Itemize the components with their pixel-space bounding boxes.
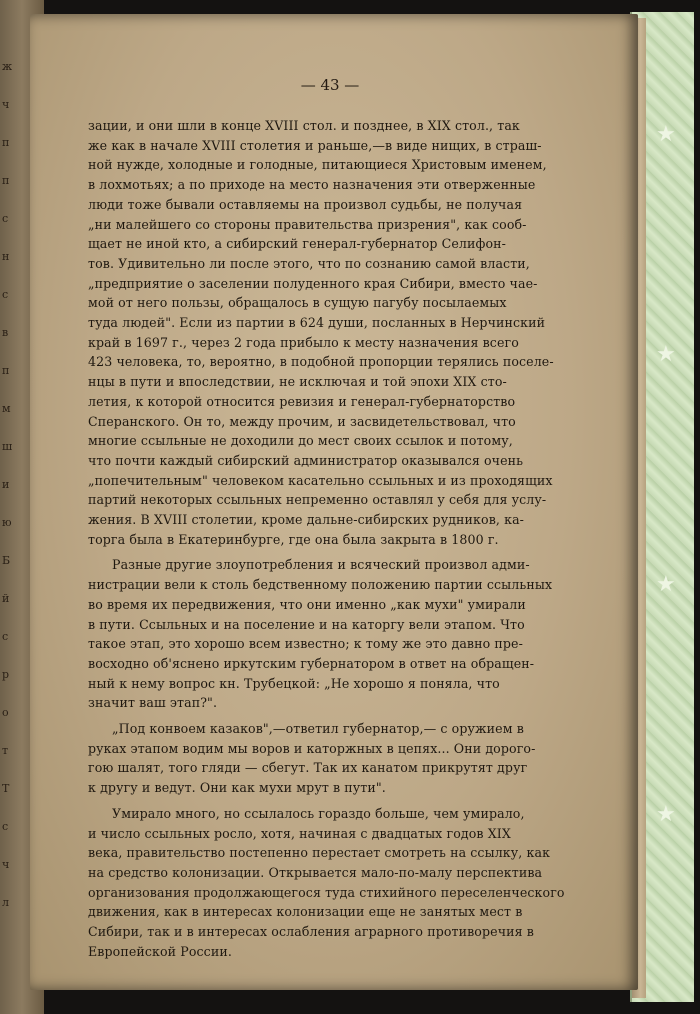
text-line: „предприятие о заселении полуденного края Сибири, вместо чае- [88, 275, 538, 291]
text-line: Европейской России. [88, 943, 232, 959]
text-line: тов. Удивительно ли после этого, что по сознанию самой власти, [88, 255, 530, 271]
text-line: щает не иной кто, а сибирский генерал-губернатор Селифон- [88, 236, 507, 252]
text-line: торга была в Екатеринбурге, где она была закрыта в 1800 г. [88, 531, 499, 547]
facing-page-fragment: Б [2, 554, 11, 567]
text-line: мой от него пользы, обращалось в сущую пагубу посылаемых [88, 295, 507, 311]
facing-page-fragment: п [2, 174, 10, 187]
text-line: нцы в пути и впоследствии, не исключая и той эпохи XIX сто- [88, 374, 507, 390]
facing-page-fragment: ж [2, 60, 13, 73]
text-line: к другу и ведут. Они как мухи мрут в пути". [88, 780, 386, 796]
facing-page-fragment: й [2, 592, 10, 605]
facing-page-fragment: Т [2, 782, 10, 795]
text-line: же как в начале XVIII столетия и раньше,—в виде нищих, в страш- [88, 137, 542, 153]
facing-page-fragment: л [2, 896, 9, 909]
facing-page-fragment: с [2, 630, 9, 643]
text-line: века, правительство постепенно перестает смотреть на ссылку, как [88, 845, 551, 861]
text-line: 423 человека, то, вероятно, в подобной пропорции терялись поселе- [88, 354, 554, 370]
page-number: — 43 — [300, 76, 360, 94]
text-line: нистрации вели к столь бедственному положению партии ссыльных [88, 577, 553, 593]
facing-page-fragment: в [2, 326, 9, 339]
text-line: восходно об'яснено иркутским губернатором в ответ на обращен- [88, 655, 535, 671]
book-page [30, 14, 638, 990]
facing-page-fragment: н [2, 250, 10, 263]
text-line: и число ссыльных росло, хотя, начиная с двадцатых годов XIX [88, 825, 511, 841]
text-line: ной нужде, холодные и голодные, питающиеся Христовым именем, [88, 157, 547, 173]
text-line: Сибири, так и в интересах ослабления аграрного противоречия в [88, 924, 534, 939]
facing-page-fragment: с [2, 288, 9, 301]
text-line: ный к нему вопрос кн. Трубецкой: „Не хорошо я поняла, что [88, 675, 500, 691]
text-line: значит ваш этап?". [88, 695, 218, 711]
text-line: „попечительным" человеком касательно ссыльных и из проходящих [88, 472, 553, 488]
text-line: „Под конвоем казаков",—ответил губернатор,— с оружием в [112, 721, 524, 736]
facing-page-fragment: п [2, 364, 10, 377]
text-line: многие ссыльные не доходили до мест своих ссылок и потому, [88, 433, 513, 449]
text-line: организования продолжающегося туда стихийного переселенческого [88, 884, 565, 900]
star-ornament-icon: ★ [656, 572, 676, 597]
text-line: в лохмотьях; а по приходе на место назначения эти отверженные [88, 177, 536, 193]
facing-page-fragment: ч [2, 858, 10, 871]
text-line: партий некоторых ссыльных непременно оставлял у себя для услу- [88, 492, 547, 508]
facing-page-fragment: ш [2, 440, 13, 453]
facing-page-fragment: и [2, 478, 10, 491]
facing-page-fragment: м [2, 402, 11, 415]
star-ornament-icon: ★ [656, 342, 676, 367]
text-line: в пути. Ссыльных и на поселение и на каторгу вели этапом. Что [88, 616, 525, 632]
text-line: люди тоже бывали оставляемы на произвол судьбы, не получая [88, 196, 523, 212]
text-line: зации, и они шли в конце XVIII стол. и позднее, в XIX стол., так [88, 118, 520, 133]
text-line: „ни малейшего со стороны правительства призрения", как сооб- [88, 216, 527, 232]
star-ornament-icon: ★ [656, 802, 676, 827]
facing-page-fragment: ч [2, 98, 10, 111]
text-line: край в 1697 г., через 2 года прибыло к месту назначения всего [88, 334, 519, 350]
text-line: туда людей". Если из партии в 624 души, посланных в Нерчинский [88, 315, 546, 330]
facing-page-fragment: о [2, 706, 9, 719]
facing-page-fragment: т [2, 744, 9, 757]
facing-page-fragment: р [2, 668, 10, 681]
text-line: на средство колонизации. Открывается мало-по-малу перспектива [88, 864, 543, 880]
facing-page-fragment: с [2, 212, 9, 225]
text-line: Сперанского. Он то, между прочим, и засвидетельствовал, что [88, 413, 516, 429]
text-line: что почти каждый сибирский администратор оказывался очень [88, 452, 524, 468]
facing-page-fragment: ю [2, 516, 12, 529]
text-line: Умирало много, но ссылалось гораздо больше, чем умирало, [112, 805, 525, 821]
text-line: летия, к которой относится ревизия и генерал-губернаторство [88, 393, 516, 409]
text-line: движения, как в интересах колонизации еще не занятых мест в [88, 904, 523, 920]
text-line: такое этап, это хорошо всем известно; к тому же это давно пре- [88, 636, 523, 652]
text-line: гою шалят, того гляди — сбегут. Так их канатом прикрутят друг [88, 760, 528, 776]
facing-page-fragment: с [2, 820, 9, 833]
text-line: Разные другие злоупотребления и всяческий произвол адми- [112, 557, 530, 573]
text-line: жения. В XVIII столетии, кроме дальне-сибирских рудников, ка- [88, 512, 525, 527]
text-line: во время их передвижения, что они именно „как мухи" умирали [88, 596, 526, 612]
facing-page-fragment: п [2, 136, 10, 149]
text-line: руках этапом водим мы воров и каторжных в цепях... Они дорого- [88, 740, 536, 756]
star-ornament-icon: ★ [656, 122, 676, 147]
